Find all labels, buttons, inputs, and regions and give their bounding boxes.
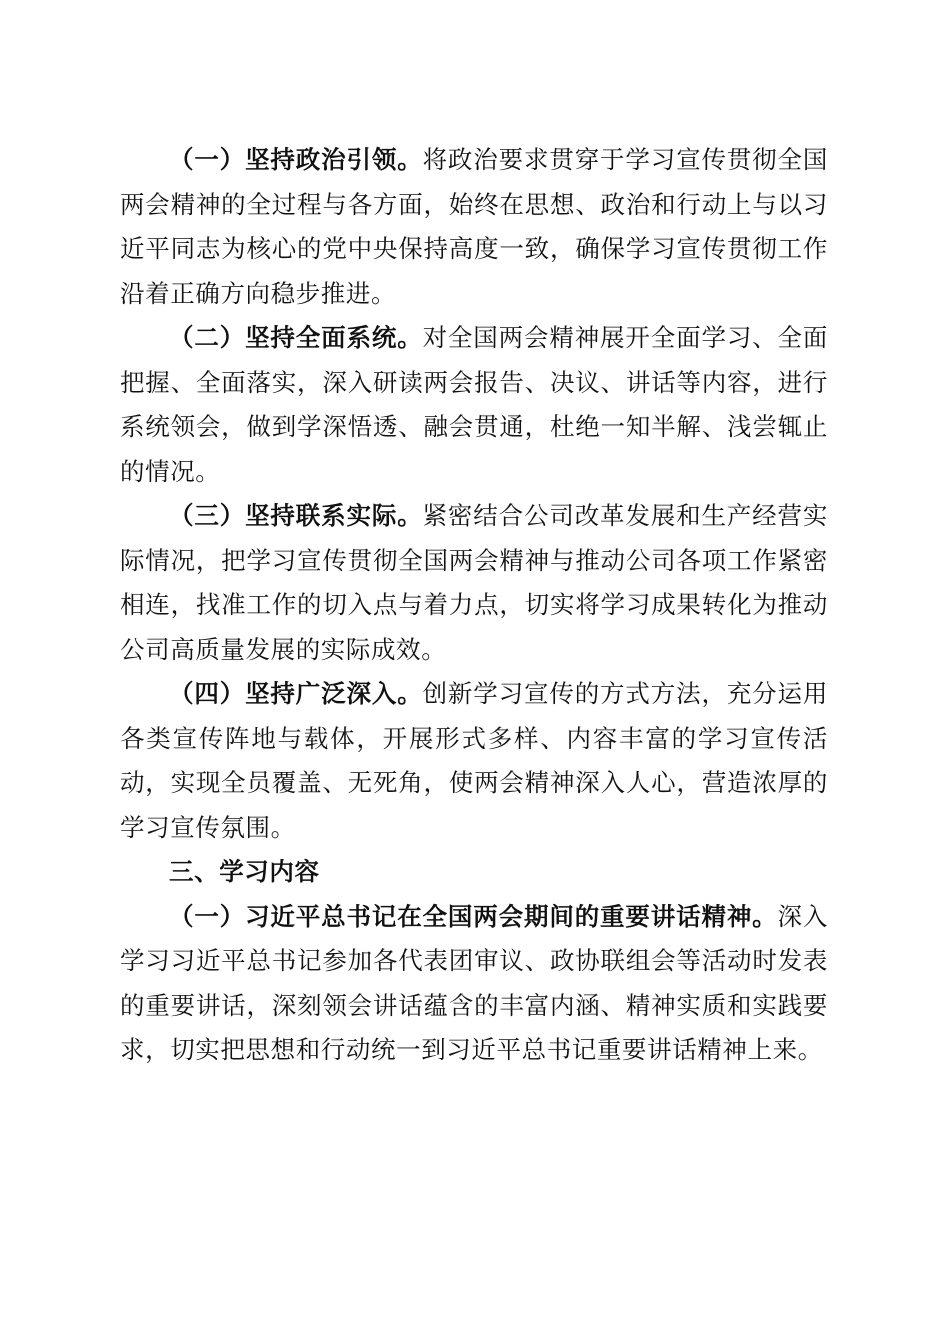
paragraph-text: 对全国两会精神展开全面学习、全面把握、全面落实，深入研读两会报告、决议、讲话等内容，进行系统领会，做到学深悟透、融会贯通，杜绝一知半解、浅尝辄止的情况。 bbox=[120, 323, 828, 486]
document-body bbox=[120, 138, 828, 1073]
paragraph-text: 紧密结合公司改革发展和生产经营实际情况，把学习宣传贯彻全国两会精神与推动公司各项工作紧密相连，找准工作的切入点与着力点，切实将学习成果转化为推动公司高质量发展的实际成效。 bbox=[120, 501, 828, 664]
paragraph-text: 创新学习宣传的方式方法，充分运用各类宣传阵地与载体，开展形式多样、内容丰富的学习宣传活动，实现全员覆盖、无死角，使两会精神深入人心，营造浓厚的学习宣传氛围。 bbox=[120, 679, 828, 842]
paragraph-text: 深入学习习近平总书记参加各代表团审议、政协联组会等活动时发表的重要讲话，深刻领会讲话蕴含的丰富内涵、精神实质和实践要求，切实把思想和行动统一到习近平总书记重要讲话精神上来。 bbox=[120, 901, 829, 1064]
paragraph-lead: （二）坚持全面系统。 bbox=[169, 323, 423, 352]
paragraph-broad-depth bbox=[120, 672, 828, 850]
paragraph-lead: （四）坚持广泛深入。 bbox=[169, 679, 423, 708]
paragraph-comprehensive-system bbox=[120, 316, 828, 494]
paragraph-important-speech bbox=[120, 895, 828, 1073]
section-heading: 三、学习内容 bbox=[169, 857, 320, 886]
paragraph-text: 将政治要求贯穿于学习宣传贯彻全国两会精神的全过程与各方面，始终在思想、政治和行动上与以习近平同志为核心的党中央保持高度一致，确保学习宣传贯彻工作沿着正确方向稳步推进。 bbox=[120, 145, 828, 308]
paragraph-political-leadership bbox=[120, 138, 828, 316]
paragraph-lead: （三）坚持联系实际。 bbox=[169, 501, 423, 530]
paragraph-lead: （一）习近平总书记在全国两会期间的重要讲话精神。 bbox=[169, 901, 778, 931]
paragraph-lead: （一）坚持政治引领。 bbox=[169, 145, 423, 174]
paragraph-practical-connection bbox=[120, 494, 828, 672]
